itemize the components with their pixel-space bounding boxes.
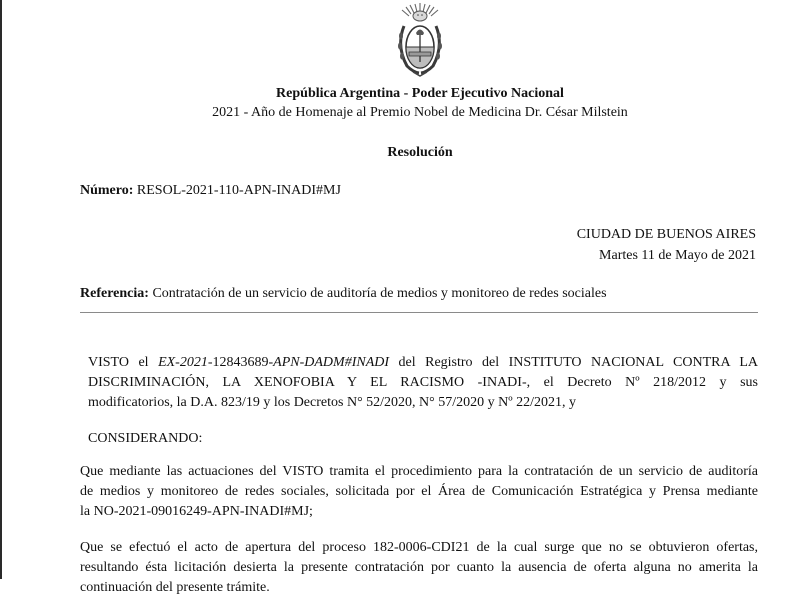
document-reference <box>80 286 607 302</box>
visto-paragraph <box>88 353 758 413</box>
visto-line-3: modificatorios, la D.A. 823/19 y los Decretos N° 52/2020, N° 57/2020 y Nº 22/2021, y <box>88 395 576 410</box>
paragraph-2-line-2: resultando ésta licitación desierta la presente contratación por cuanto la ausencia de oferta alguna no amerita la <box>80 560 758 575</box>
reference-label: Referencia: <box>80 286 149 301</box>
paragraph-1 <box>80 462 758 522</box>
visto-line-2: DISCRIMINACIÓN, LA XENOFOBIA Y EL RACISMO -INADI-, el Decreto Nº 218/2012 y sus <box>88 375 758 390</box>
paragraph-1-line-2: de medios y monitoreo de redes sociales, solicitada por el Área de Comunicación Estratégica y Prensa mediante <box>80 484 758 499</box>
header-title: República Argentina - Poder Ejecutivo Nacional <box>276 86 564 101</box>
paragraph-1-line-3: la NO-2021-09016249-APN-INADI#MJ; <box>80 504 313 519</box>
header-subtitle: 2021 - Año de Homenaje al Premio Nobel de Medicina Dr. César Milstein <box>212 105 628 120</box>
argentine-coat-of-arms-icon <box>395 2 445 78</box>
considerando-heading: CONSIDERANDO: <box>88 431 203 446</box>
document-date: Martes 11 de Mayo de 2021 <box>599 248 756 263</box>
paragraph-2 <box>80 538 758 598</box>
file-suffix: -APN-DADM#INADI <box>268 355 390 370</box>
number-value: RESOL-2021-110-APN-INADI#MJ <box>136 183 341 198</box>
visto-line-1: VISTO el EX-2021-12843689-APN-DADM#INADI del Registro del INSTITUTO NACIONAL CONTRA LA <box>88 355 758 370</box>
reference-value: Contratación de un servicio de auditoría de medios y monitoreo de redes sociales <box>152 286 607 301</box>
divider <box>80 312 758 313</box>
document-type: Resolución <box>387 145 453 160</box>
paragraph-1-line-1: Que mediante las actuaciones del VISTO tramita el procedimiento para la contratación de un servicio de auditoría <box>80 464 758 479</box>
paragraph-2-line-1: Que se efectuó el acto de apertura del proceso 182-0006-CDI21 de la cual surge que no se obtuvieron ofertas, <box>80 540 758 555</box>
file-number: 12843689 <box>212 355 269 370</box>
number-label: Número: <box>80 183 134 198</box>
paragraph-2-line-3: continuación del presente trámite. <box>80 580 270 595</box>
file-code: EX-2021- <box>158 355 213 370</box>
document-city: CIUDAD DE BUENOS AIRES <box>576 227 756 242</box>
document-number <box>80 183 341 199</box>
